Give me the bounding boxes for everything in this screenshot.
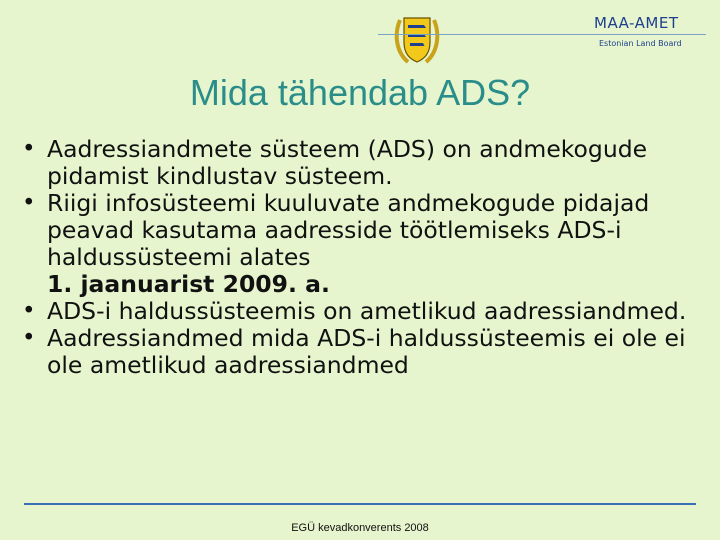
- bullet-list: [22, 136, 712, 379]
- bullet-icon: •: [22, 136, 36, 162]
- coat-of-arms-icon: [394, 12, 440, 66]
- bullet-text: Aadressiandmete süsteem (ADS) on andmekogude pidamist kindlustav süsteem.: [47, 135, 648, 190]
- bullet-item: [22, 298, 712, 325]
- header-rule: [378, 34, 706, 35]
- bullet-text: ADS-i haldussüsteemis on ametlikud aadressiandmed.: [47, 297, 687, 325]
- bullet-text: Riigi infosüsteemi kuuluvate andmekogude pidajad peavad kasutama aadresside töötlemiseks ADS-i haldussüsteemi alates: [47, 189, 650, 271]
- footer-rule: [24, 503, 696, 505]
- brand-subtitle: Estonian Land Board: [599, 39, 682, 48]
- bullet-icon: •: [22, 298, 36, 324]
- bullet-icon: •: [22, 190, 36, 216]
- bullet-bold-date: 1. jaanuarist 2009. a.: [47, 270, 330, 298]
- bullet-text: Aadressiandmed mida ADS-i haldussüsteemis ei ole ei ole ametlikud aadressiandmed: [47, 324, 686, 379]
- footer-text: EGÜ kevadkonverents 2008: [291, 522, 429, 534]
- bullet-item: [22, 136, 712, 190]
- bullet-item: [22, 190, 712, 298]
- bullet-icon: •: [22, 325, 36, 351]
- brand-name: MAA-AMET: [594, 14, 679, 32]
- bullet-item: [22, 325, 712, 379]
- slide-title: Mida tähendab ADS?: [189, 72, 531, 113]
